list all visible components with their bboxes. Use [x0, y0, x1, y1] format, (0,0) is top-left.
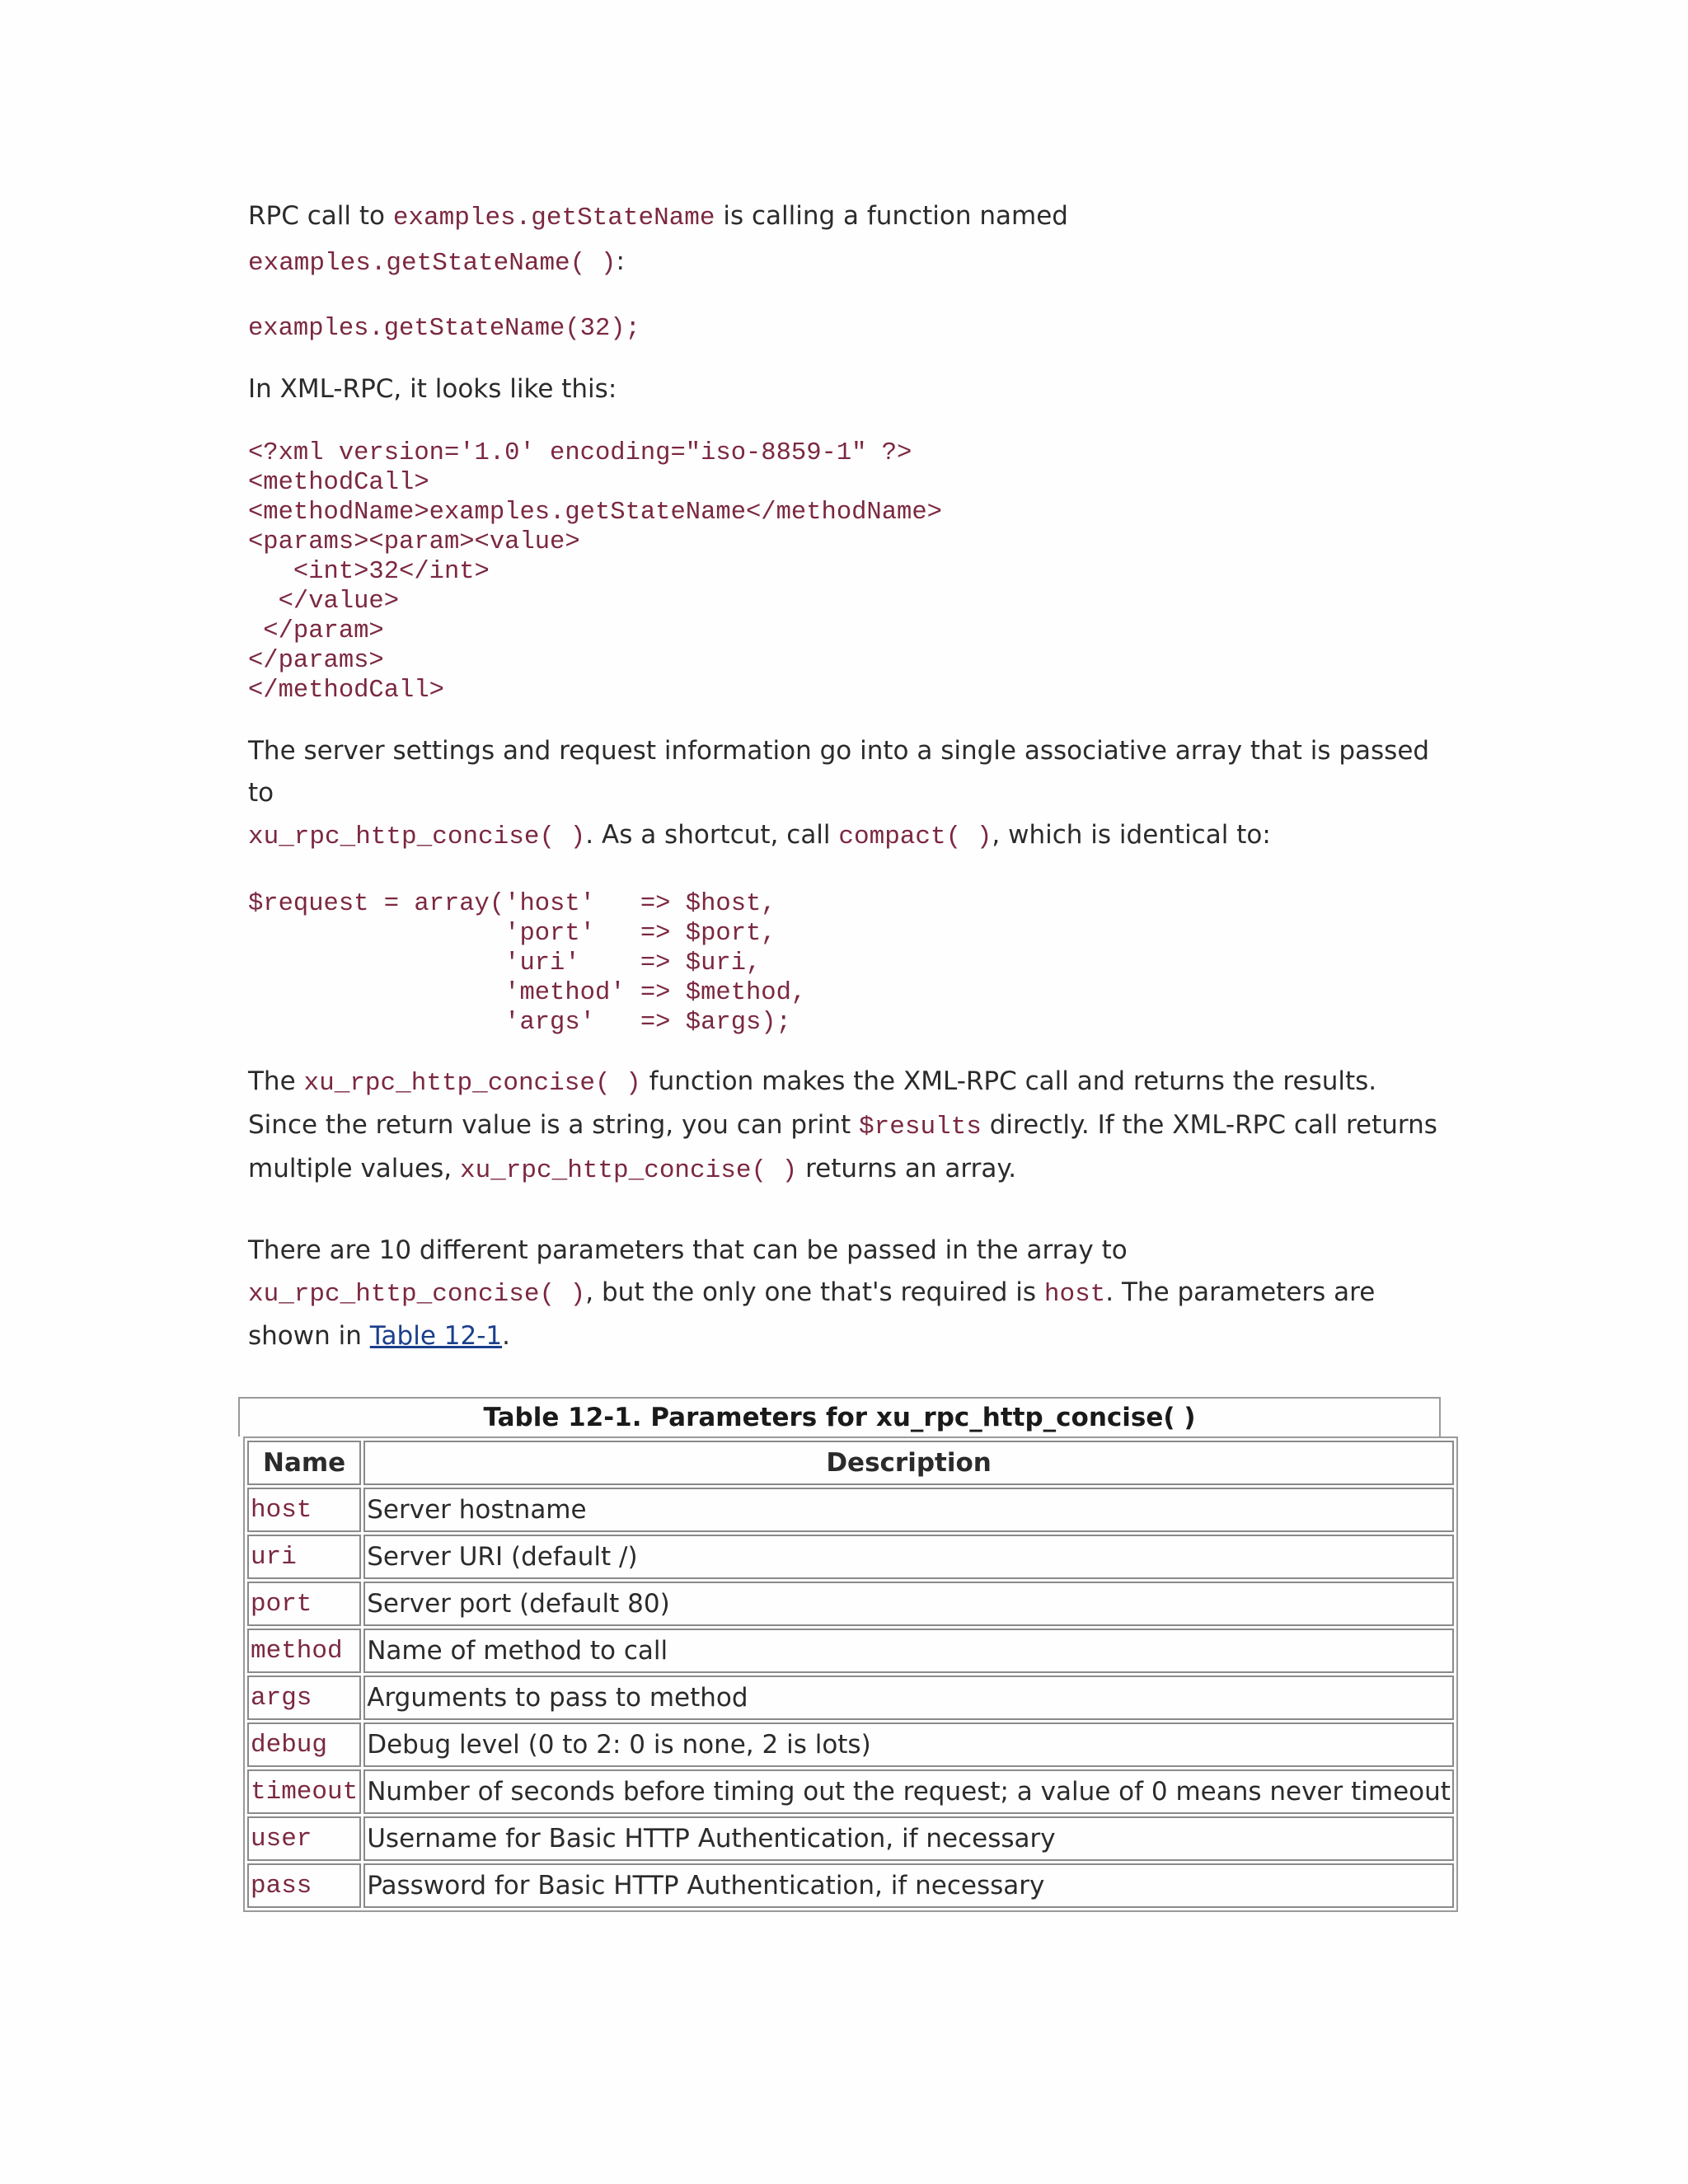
- para3-text-2: . As a shortcut, call: [585, 820, 839, 850]
- function-result-paragraph: [248, 1061, 1445, 1192]
- param-description: Server URI (default /): [363, 1535, 1454, 1579]
- param-description: Server hostname: [363, 1488, 1454, 1532]
- para4-text-5: multiple values,: [248, 1154, 460, 1183]
- intro-code-1: examples.getStateName: [392, 204, 715, 232]
- table-row: [247, 1675, 1454, 1720]
- table-row: [247, 1629, 1454, 1673]
- parameters-paragraph: [248, 1230, 1445, 1357]
- para4-text-4: directly. If the XML-RPC call returns: [981, 1110, 1437, 1140]
- para5-text-2: , but the only one that's required is: [585, 1277, 1044, 1307]
- table-caption: Table 12-1. Parameters for xu_rpc_http_concise( ): [238, 1397, 1441, 1436]
- param-description: Debug level (0 to 2: 0 is none, 2 is lots): [363, 1722, 1454, 1767]
- parameters-table: [243, 1397, 1458, 1912]
- page-content: [248, 194, 1451, 1912]
- code-request-array: $request = array('host' => $host, 'port' => $port, 'uri' => $uri, 'method' => $method, 'args' => $args);: [248, 890, 807, 1037]
- param-description: Username for Basic HTTP Authentication, if necessary: [363, 1816, 1454, 1861]
- param-description: Password for Basic HTTP Authentication, if necessary: [363, 1863, 1454, 1908]
- table-row: [247, 1488, 1454, 1532]
- code-example-call: examples.getStateName(32);: [248, 315, 640, 343]
- table-row: [247, 1863, 1454, 1908]
- param-name: uri: [247, 1535, 361, 1579]
- header-description: Description: [363, 1441, 1454, 1485]
- table-row: [247, 1769, 1454, 1814]
- param-name: user: [247, 1816, 361, 1861]
- para4-code-3: xu_rpc_http_concise( ): [459, 1156, 798, 1185]
- param-description: Number of seconds before timing out the request; a value of 0 means never timeout: [363, 1769, 1454, 1814]
- intro-paragraph: [248, 194, 1445, 285]
- para4-text-1: The: [248, 1066, 304, 1096]
- param-description: Server port (default 80): [363, 1582, 1454, 1626]
- xmlrpc-intro-paragraph: In XML-RPC, it looks like this:: [248, 374, 617, 404]
- para5-text-3: . The parameters are: [1105, 1277, 1376, 1307]
- para4-code-1: xu_rpc_http_concise( ): [303, 1069, 641, 1098]
- para5-code-1: xu_rpc_http_concise( ): [248, 1280, 586, 1309]
- server-settings-paragraph: [248, 730, 1445, 858]
- para3-text-3: , which is identical to:: [992, 820, 1271, 850]
- table-header-row: [247, 1441, 1454, 1485]
- param-name: debug: [247, 1722, 361, 1767]
- para4-text-6: returns an array.: [797, 1154, 1017, 1183]
- param-name: args: [247, 1675, 361, 1720]
- intro-code-2: examples.getStateName( ): [248, 249, 617, 278]
- param-description: Arguments to pass to method: [363, 1675, 1454, 1720]
- intro-text-3: :: [616, 246, 625, 276]
- para5-text-4: shown in: [248, 1321, 370, 1351]
- para4-text-3: Since the return value is a string, you can print: [248, 1110, 860, 1140]
- para4-text-2: function makes the XML-RPC call and returns the results.: [640, 1066, 1377, 1096]
- para5-text-1: There are 10 different parameters that can be passed in the array to: [248, 1235, 1128, 1265]
- intro-text-1: RPC call to: [248, 201, 393, 231]
- param-description: Name of method to call: [363, 1629, 1454, 1673]
- param-name: host: [247, 1488, 361, 1532]
- table-12-1-link[interactable]: Table 12-1: [369, 1321, 503, 1351]
- intro-text-2: is calling a function named: [715, 201, 1068, 231]
- table-row: [247, 1722, 1454, 1767]
- param-name: port: [247, 1582, 361, 1626]
- table-row: [247, 1582, 1454, 1626]
- table-row: [247, 1535, 1454, 1579]
- para4-code-2: $results: [859, 1113, 982, 1141]
- para5-code-2: host: [1043, 1280, 1106, 1309]
- table-row: [247, 1816, 1454, 1861]
- param-name: method: [247, 1629, 361, 1673]
- param-name: pass: [247, 1863, 361, 1908]
- para3-text-1: The server settings and request information go into a single associative array that is passed to: [248, 736, 1430, 808]
- para5-text-5: .: [502, 1321, 510, 1351]
- header-name: Name: [247, 1441, 361, 1485]
- code-xml-request: <?xml version='1.0' encoding="iso-8859-1" ?> <methodCall> <methodName>examples.getStateName</methodName> <params><param><value> <int>32</int> </value> </param> </params> </methodCall>: [248, 439, 942, 705]
- param-name: timeout: [247, 1769, 361, 1814]
- para3-code-2: compact( ): [838, 823, 992, 851]
- para3-code-1: xu_rpc_http_concise( ): [248, 823, 586, 851]
